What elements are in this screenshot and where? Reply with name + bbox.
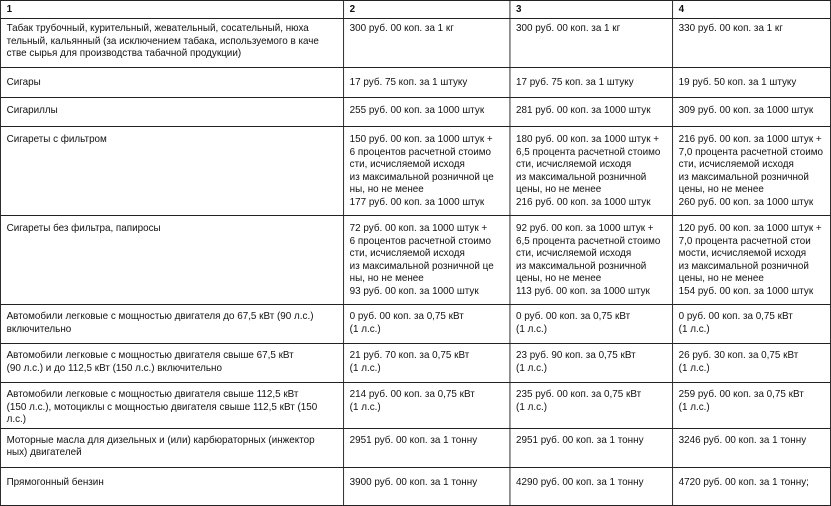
rate-cell-col3: 2951 руб. 00 коп. за 1 тонну	[510, 428, 673, 467]
column-header-3: 3	[510, 1, 673, 19]
rate-cell-col4: 309 руб. 00 коп. за 1000 штук	[673, 98, 831, 127]
rate-cell-col4: 0 руб. 00 коп. за 0,75 кВт (1 л.с.)	[673, 305, 831, 344]
rate-cell-col2: 72 руб. 00 коп. за 1000 штук + 6 процентов расчетной стоимо сти, исчисляемой исходя из максимальной розничной це ны, но не менее 93 руб. 00 коп. за 1000 штук	[344, 216, 510, 305]
rate-cell-col4: 4720 руб. 00 коп. за 1 тонну;	[673, 467, 831, 505]
row-label: Сигареты с фильтром	[0, 127, 343, 216]
rate-cell-col3: 180 руб. 00 коп. за 1000 штук + 6,5 процента расчетной стоимо сти, исчисляемой исходя из максимальной розничной цены, но не менее 216 руб. 00 коп. за 1000 штук	[510, 127, 673, 216]
rate-cell-col2: 0 руб. 00 коп. за 0,75 кВт (1 л.с.)	[344, 305, 510, 344]
rate-cell-col4: 330 руб. 00 коп. за 1 кг	[673, 19, 831, 68]
column-header-1: 1	[0, 1, 343, 19]
rate-cell-col2: 3900 руб. 00 коп. за 1 тонну	[344, 467, 510, 505]
rate-cell-col4: 3246 руб. 00 коп. за 1 тонну	[673, 428, 831, 467]
row-label: Прямогонный бензин	[0, 467, 343, 505]
table-row	[0, 68, 830, 98]
table-row	[0, 428, 830, 467]
rate-cell-col3: 300 руб. 00 коп. за 1 кг	[510, 19, 673, 68]
rate-cell-col2: 300 руб. 00 коп. за 1 кг	[344, 19, 510, 68]
rate-cell-col4: 19 руб. 50 коп. за 1 штуку	[673, 68, 831, 98]
table-row	[0, 344, 830, 383]
rate-cell-col3: 281 руб. 00 коп. за 1000 штук	[510, 98, 673, 127]
rate-cell-col3: 17 руб. 75 коп. за 1 штуку	[510, 68, 673, 98]
rate-cell-col2: 21 руб. 70 коп. за 0,75 кВт (1 л.с.)	[344, 344, 510, 383]
table-row	[0, 305, 830, 344]
rate-cell-col3: 0 руб. 00 коп. за 0,75 кВт (1 л.с.)	[510, 305, 673, 344]
row-label: Моторные масла для дизельных и (или) карбюраторных (инжектор ных) двигателей	[0, 428, 343, 467]
rate-cell-col4: 259 руб. 00 коп. за 0,75 кВт (1 л.с.)	[673, 383, 831, 429]
rate-cell-col4: 120 руб. 00 коп. за 1000 штук + 7,0 процента расчетной стои мости, исчисляемой исходя из максимальной розничной цены, но не менее 154 руб. 00 коп. за 1000 штук	[673, 216, 831, 305]
rate-cell-col2: 255 руб. 00 коп. за 1000 штук	[344, 98, 510, 127]
column-header-4: 4	[673, 1, 831, 19]
rate-cell-col3: 23 руб. 90 коп. за 0,75 кВт (1 л.с.)	[510, 344, 673, 383]
rate-cell-col2: 2951 руб. 00 коп. за 1 тонну	[344, 428, 510, 467]
row-label: Сигариллы	[0, 98, 343, 127]
row-label: Автомобили легковые с мощностью двигателя свыше 67,5 кВт (90 л.с.) и до 112,5 кВт (150 л.с.) включительно	[0, 344, 343, 383]
table-row	[0, 19, 830, 68]
rate-cell-col2: 17 руб. 75 коп. за 1 штуку	[344, 68, 510, 98]
table-row	[0, 127, 830, 216]
row-label: Сигареты без фильтра, папиросы	[0, 216, 343, 305]
table-header-row	[0, 1, 830, 19]
rate-cell-col3: 235 руб. 00 коп. за 0,75 кВт (1 л.с.)	[510, 383, 673, 429]
rate-cell-col3: 4290 руб. 00 коп. за 1 тонну	[510, 467, 673, 505]
table-row	[0, 216, 830, 305]
row-label: Автомобили легковые с мощностью двигателя до 67,5 кВт (90 л.с.) включительно	[0, 305, 343, 344]
table-row	[0, 383, 830, 429]
row-label: Сигары	[0, 68, 343, 98]
rate-cell-col3: 92 руб. 00 коп. за 1000 штук + 6,5 процента расчетной стоимо сти, исчисляемой исходя из максимальной розничной цены, но не менее 113 руб. 00 коп. за 1000 штук	[510, 216, 673, 305]
table-row	[0, 467, 830, 505]
rate-cell-col4: 26 руб. 30 коп. за 0,75 кВт (1 л.с.)	[673, 344, 831, 383]
table-row	[0, 98, 830, 127]
row-label: Автомобили легковые с мощностью двигателя свыше 112,5 кВт (150 л.с.), мотоциклы с мощностью двигателя свыше 112,5 кВт (150 л.с.)	[0, 383, 343, 429]
rate-cell-col4: 216 руб. 00 коп. за 1000 штук + 7,0 процента расчетной стоимо сти, исчисляемой исходя из максимальной розничной цены, но не менее 260 руб. 00 коп. за 1000 штук	[673, 127, 831, 216]
row-label: Табак трубочный, курительный, жевательный, сосательный, нюха тельный, кальянный (за исключением табака, используемого в каче стве сырья для производства табачной продукции)	[0, 19, 343, 68]
column-header-2: 2	[344, 1, 510, 19]
rate-cell-col2: 150 руб. 00 коп. за 1000 штук + 6 процентов расчетной стоимо сти, исчисляемой исходя из максимальной розничной це ны, но не менее 177 руб. 00 коп. за 1000 штук	[344, 127, 510, 216]
rate-cell-col2: 214 руб. 00 коп. за 0,75 кВт (1 л.с.)	[344, 383, 510, 429]
